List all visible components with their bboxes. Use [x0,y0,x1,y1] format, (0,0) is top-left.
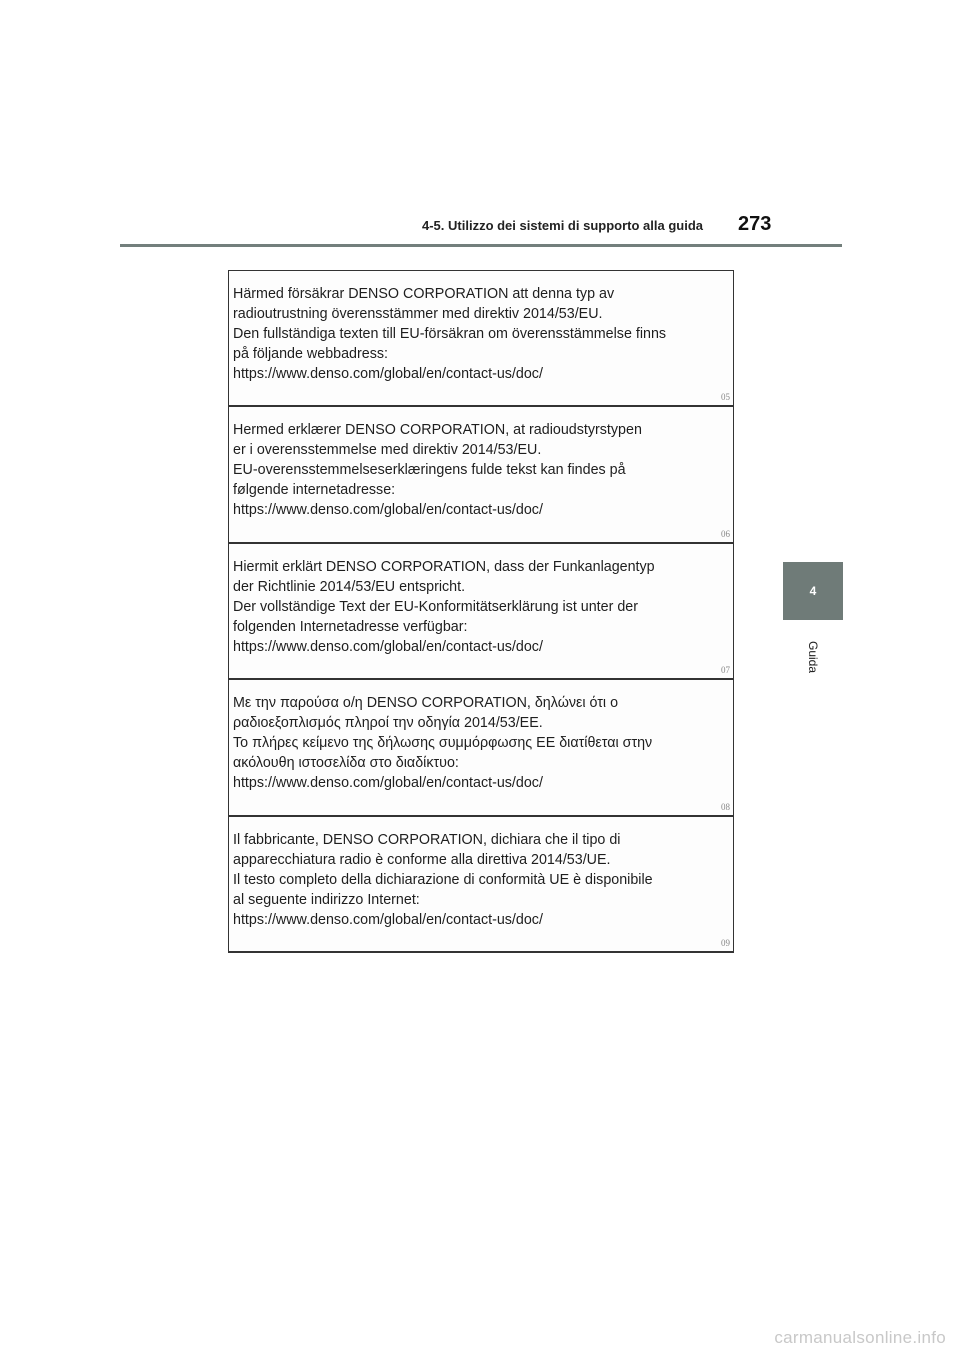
declaration-line: Με την παρούσα ο/η DENSO CORPORATION, δηλώνει ότι ο [233,695,619,711]
declaration-line: Il fabbricante, DENSO CORPORATION, dichiara che il tipo di [233,832,621,848]
declaration-line: der Richtlinie 2014/53/EU entspricht. [233,579,466,595]
declaration-line: følgende internetadresse: [233,482,396,498]
declaration-url: https://www.denso.com/global/en/contact-us/doc/ [233,912,543,928]
watermark: carmanualsonline.info [774,1328,946,1347]
declaration-text [233,693,729,793]
declaration-line: ραδιοεξοπλισμός πληροί την οδηγία 2014/53/ΕΕ. [233,715,543,731]
declaration-line: Härmed försäkrar DENSO CORPORATION att denna typ av [233,286,615,302]
declaration-line: Il testo completo della dichiarazione di conformità UE è disponibile [233,872,653,888]
declaration-block-german [229,544,733,680]
declaration-url: https://www.denso.com/global/en/contact-us/doc/ [233,639,543,655]
declaration-line: er i overensstemmelse med direktiv 2014/53/EU. [233,442,542,458]
chapter-tab[interactable] [783,562,843,620]
declaration-line: Den fullständiga texten till EU-försäkran om överensstämmelse finns [233,326,667,342]
declaration-line: EU-overensstemmelseserklæringens fulde tekst kan findes på [233,462,626,478]
declaration-code: 07 [721,665,730,675]
declarations-box [228,270,734,953]
declaration-code: 06 [721,529,730,539]
declaration-code: 09 [721,938,730,948]
declaration-line: Der vollständige Text der EU-Konformitätserklärung ist unter der [233,599,638,615]
declaration-line: Hermed erklærer DENSO CORPORATION, at radioudstyrstypen [233,422,642,438]
declaration-block-danish [229,407,733,544]
declaration-block-swedish [229,271,733,407]
chapter-tab-number: 4 [809,584,817,598]
declaration-code: 08 [721,802,730,812]
declaration-line: Το πλήρες κείμενο της δήλωσης συμμόρφωσης ΕΕ διατίθεται στην [233,735,653,751]
declaration-text [233,420,729,520]
declaration-text [233,830,729,930]
declaration-line: apparecchiatura radio è conforme alla direttiva 2014/53/UE. [233,852,611,868]
header-rule [120,244,842,247]
declaration-block-greek [229,680,733,817]
declaration-line: Hiermit erklärt DENSO CORPORATION, dass der Funkanlagentyp [233,559,655,575]
declaration-line: på följande webbadress: [233,346,388,362]
declaration-url: https://www.denso.com/global/en/contact-us/doc/ [233,775,543,791]
declaration-line: radioutrustning överensstämmer med direktiv 2014/53/EU. [233,306,603,322]
declaration-url: https://www.denso.com/global/en/contact-us/doc/ [233,366,543,382]
declaration-url: https://www.denso.com/global/en/contact-us/doc/ [233,502,543,518]
declaration-line: ακόλουθη ιστοσελίδα στο διαδίκτυο: [233,755,459,771]
declaration-block-italian [229,817,733,953]
declaration-line: al seguente indirizzo Internet: [233,892,420,908]
declaration-text [233,557,729,657]
chapter-tab-label: Guida [806,640,820,674]
header-section-title: 4-5. Utilizzo dei sistemi di supporto alla guida [422,218,703,233]
declaration-code: 05 [721,392,730,402]
declaration-text [233,284,729,384]
declaration-line: folgenden Internetadresse verfügbar: [233,619,468,635]
page-number: 273 [738,213,772,235]
